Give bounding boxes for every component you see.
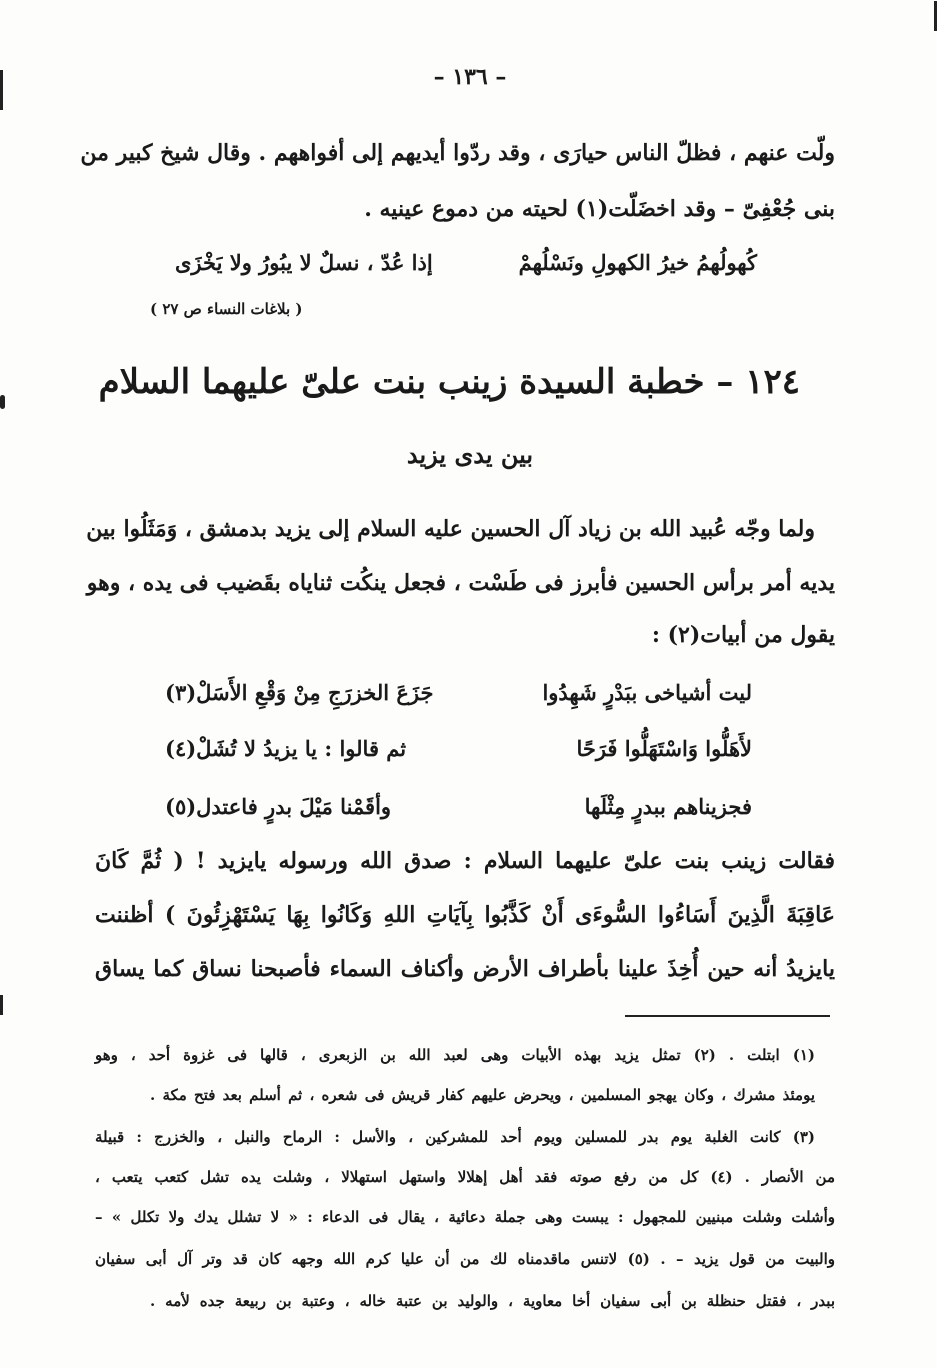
intro-line: بنى جُعْفِىّ – وقد اخضَلّت(١) لحيته من دموع عينيه . [364, 196, 835, 222]
scan-edge-mark [0, 995, 3, 1015]
poem-hemistich-left: وأقَمْنا مَيْلَ بدرٍ فاعتدل(٥) [165, 794, 392, 819]
body-line: فقالت زينب بنت علىّ عليهما السلام : صدق الله ورسوله يايزيد ! ( ثُمَّ كَانَ [95, 848, 835, 874]
footnote-separator [625, 1015, 830, 1017]
body-line: ولما وجّه عُبيد الله بن زياد آل الحسين عليه السلام إلى يزيد بدمشق ، وَمَثَلُوا بين [86, 516, 815, 542]
body-line: يايزيدُ أنه حين أُخِذَ علينا بأطراف الأرض وأكناف السماء فأصبحنا نساق كما يساق [95, 956, 835, 982]
footnote-line: (٣) كانت الغلبة يوم بدر للمسلين ويوم أحد للمشركين ، والأسل : الرماح والنبل ، والخزرج : قبيلة [95, 1128, 815, 1146]
body-line: يقول من أبيات(٢) : [651, 622, 835, 648]
body-line: عَاقِبَةَ الَّذِينَ أَسَاءُوا السُّوءَى أَنْ كَذَّبُوا بِآيَاتِ اللهِ وَكَانُوا بِهَا يَسْتَهْزِئُونَ ) أظننت [95, 902, 835, 928]
poem-hemistich-right: فجزيناهم ببدرٍ مِثْلَها [584, 794, 752, 819]
scan-edge-mark [0, 395, 5, 409]
footnote-line: يومئذ مشرك ، وكان يهجو المسلمين ، ويحرض عليهم كفار قريش فى شعره ، ثم أسلم بعد فتح مكة . [150, 1086, 815, 1104]
poem-hemistich-right: لأَهَلُّوا وَاسْتَهَلُّوا فَرَحًا [576, 736, 752, 761]
footnote-line: وأشلت وشلت مبنيين للمجهول : يبست وهى جملة دعائية ، يقال فى الدعاء : « لا تشلل يدك ولا تكلل » – [95, 1208, 835, 1226]
section-subtitle: بين يدى يزيد [406, 440, 534, 469]
section-title: ١٢٤ – خطبة السيدة زينب بنت علىّ عليهما السلام [98, 362, 800, 402]
footnote-line: من الأنصار . (٤) كل من رفع صوته فقد أهل إهلالا واستهل استهلالا ، وشلت يده تشل كتعب يتعب ، [95, 1168, 835, 1186]
verse-hemistich-left: إذا عُدّ ، نسلٌ لا يبُورُ ولا يَخْزَى [175, 250, 433, 275]
poem-hemistich-left: ثم قالوا : يا يزيدُ لا تُشَلْ(٤) [165, 736, 407, 761]
footnote-line: ببدر ، فقتل حنظلة بن أبى سفيان أخا معاوية ، والوليد بن عتبة خاله ، وعتبة بن ربيعة جده لأمه . [150, 1292, 835, 1310]
footnote-line: والبيت من قول يزيد – . (٥) لاتنس ماقدمناه لك من أن عليا كرم الله وجهه كان قد وتر آل أبى سفيان [95, 1250, 835, 1268]
body-line: يديه أمر برأس الحسين فأبرز فى طَسْت ، فجعل ينكُت ثناياه بقَضيب فى يده ، وهو [86, 570, 835, 596]
footnote-line: (١) ابتلت . (٢) تمثل يزيد بهذه الأبيات وهى لعبد الله بن الزبعرى ، قالها فى غزوة أحد ، وهو [95, 1046, 815, 1064]
poem-hemistich-right: ليت أشياخى ببَدْرٍ شَهِدُوا [542, 680, 752, 705]
intro-line: ولّت عنهم ، فظلّ الناس حيارَى ، وقد ردّوا أيديهم إلى أفواههم . وقال شيخ كبير من [80, 140, 835, 166]
source-reference: ( بلاغات النساء ص ٢٧ ) [150, 300, 303, 318]
page-number: – ١٣٦ – [433, 64, 507, 90]
verse-hemistich-right: كُهولُهمُ خيرُ الكهولِ ونَسْلُهمْ [518, 250, 757, 275]
poem-hemistich-left: جَزَعَ الخزرَجِ مِنْ وَقْعِ الأَسَلْ(٣) [165, 680, 434, 705]
scan-edge-mark [0, 70, 3, 110]
